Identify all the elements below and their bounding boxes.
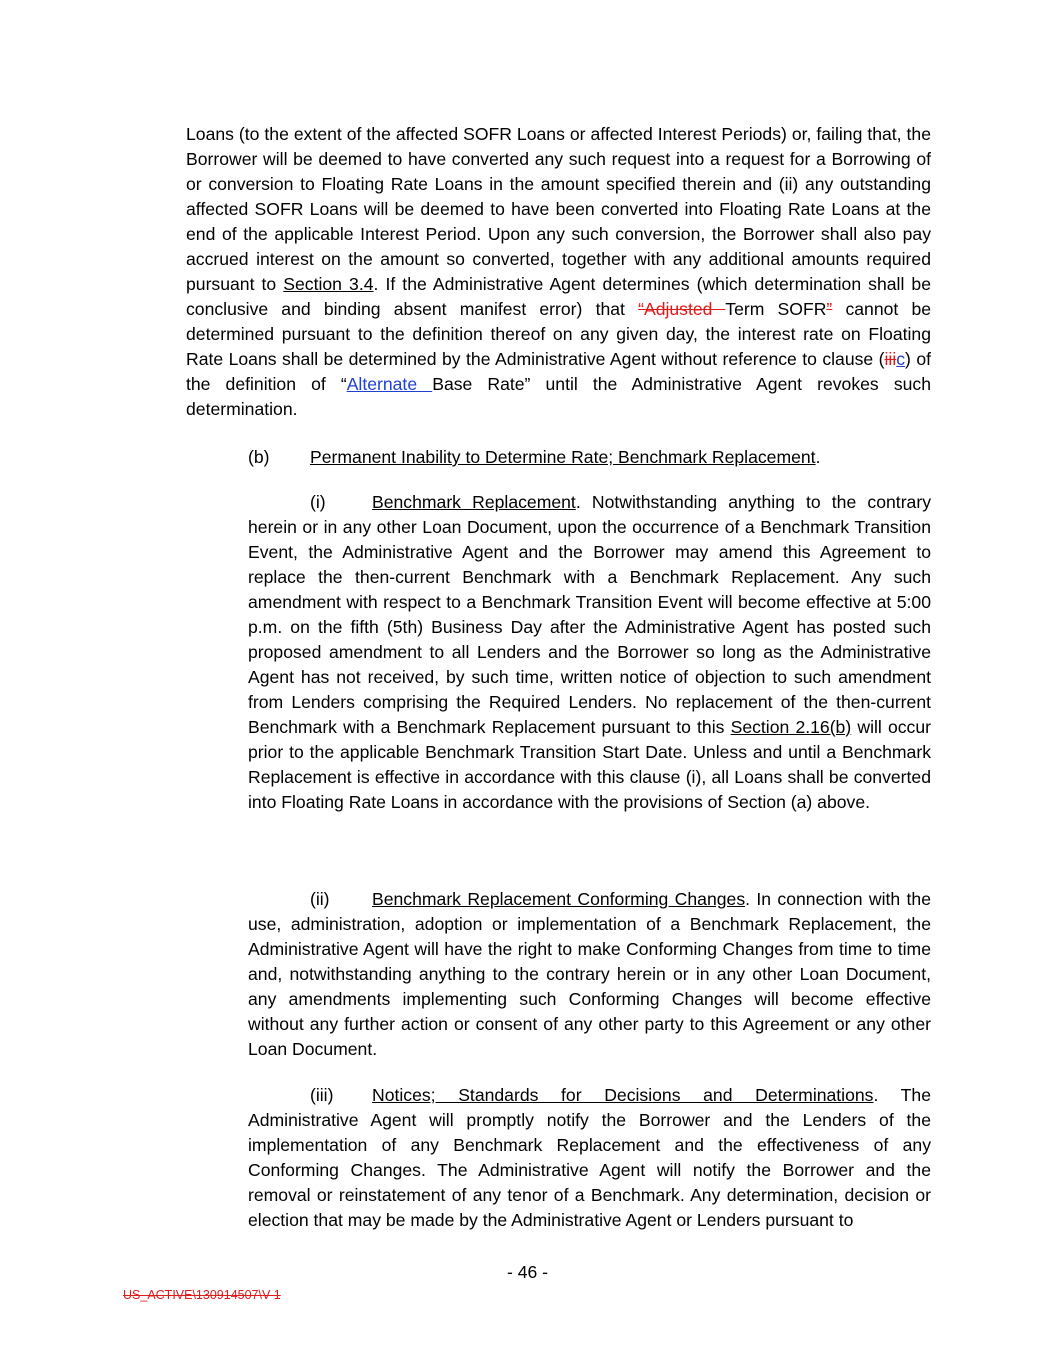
para-text: Term SOFR <box>725 299 827 319</box>
para-text: . The Administrative Agent will promptly notify the Borrower and the Lenders of the implementation of any Benchmark Replacement and the effectiveness of any Conforming Changes. The Administrative Agent will notify the Borrower and the removal or reinstatement of any tenor of a Benchmark. Any determination, decision or election that may be made by the Administrative Agent or Lenders pursuant to <box>248 1085 932 1230</box>
section-punct: . <box>815 447 821 467</box>
section-title: Permanent Inability to Determine Rate; Benchmark Replacement <box>310 447 816 467</box>
item-title: Benchmark Replacement <box>372 492 576 512</box>
section-ref: Section 3.4 <box>283 274 374 294</box>
item-iii-paragraph <box>248 1083 931 1233</box>
section-ref: Section 2.16(b) <box>730 717 852 737</box>
item-title: Benchmark Replacement Conforming Changes <box>372 889 746 909</box>
deleted-text: “Adjusted <box>638 299 726 319</box>
page-number: - 46 - <box>506 1262 549 1282</box>
para-text: Loans (to the extent of the affected SOFR Loans or affected Interest Periods) or, failing that, the Borrower will be deemed to have converted any such request into a request for a Borrowing of or conversion to Floating Rate Loans in the amount specified therein and (ii) any outstanding affected SOFR Loans will be deemed to have been converted into Floating Rate Loans at the end of the applicable Interest Period. Upon any such conversion, the Borrower shall also pay accrued interest on the amount so converted, together with any additional amounts required pursuant to <box>186 124 931 294</box>
para-text: cannot be determined pursuant to the definition thereof on any given day, the interest rate on Floating Rate Loans shall be determined by the Administrative Agent without reference to clause ( <box>186 299 932 369</box>
deleted-text: iii <box>884 349 897 369</box>
item-number: (i) <box>310 492 326 512</box>
section-number: (b) <box>248 447 270 467</box>
inserted-text: c <box>896 349 906 369</box>
para-text: . In connection with the use, administration, adoption or implementation of a Benchmark Replacement, the Administrative Agent will have the right to make Conforming Changes from time to time and, notwithstanding anything to the contrary herein or in any other Loan Document, any amendments implementing such Conforming Changes will become effective without any further action or consent of any other party to this Agreement or any other Loan Document. <box>248 889 931 1059</box>
para-text: Base Rate” until the Administrative Agent revokes such determination. <box>186 374 931 419</box>
para-text: ) of the definition of “ <box>186 349 931 394</box>
item-number: (ii) <box>310 889 330 909</box>
document-id: US_ACTIVE\130914507\V-1 <box>123 1288 281 1302</box>
deleted-text: ” <box>826 299 833 319</box>
item-i-paragraph <box>248 490 931 815</box>
paragraph-continuation <box>186 122 931 422</box>
section-b-heading <box>248 445 820 470</box>
item-title: Notices; Standards for Decisions and Determinations <box>372 1085 874 1105</box>
inserted-text: Alternate <box>346 374 433 394</box>
item-ii-paragraph <box>248 887 931 1062</box>
para-text: will occur prior to the applicable Benchmark Transition Start Date. Unless and until a Benchmark Replacement is effective in accordance with this clause (i), all Loans shall be converted into Floating Rate Loans in accordance with the provisions of Section (a) above. <box>248 717 931 812</box>
para-text: . Notwithstanding anything to the contrary herein or in any other Loan Document, upon the occurrence of a Benchmark Transition Event, the Administrative Agent and the Borrower may amend this Agreement to replace the then-current Benchmark with a Benchmark Replacement. Any such amendment with respect to a Benchmark Transition Event will become effective at 5:00 p.m. on the fifth (5th) Business Day after the Administrative Agent has posted such proposed amendment to all Lenders and the Borrower so long as the Administrative Agent has not received, by such time, written notice of objection to such amendment from Lenders comprising the Required Lenders. No replacement of the then-current Benchmark with a Benchmark Replacement pursuant to this <box>248 492 931 737</box>
item-number: (iii) <box>310 1085 334 1105</box>
para-text: . If the Administrative Agent determines (which determination shall be conclusive and binding absent manifest error) that <box>186 274 931 319</box>
